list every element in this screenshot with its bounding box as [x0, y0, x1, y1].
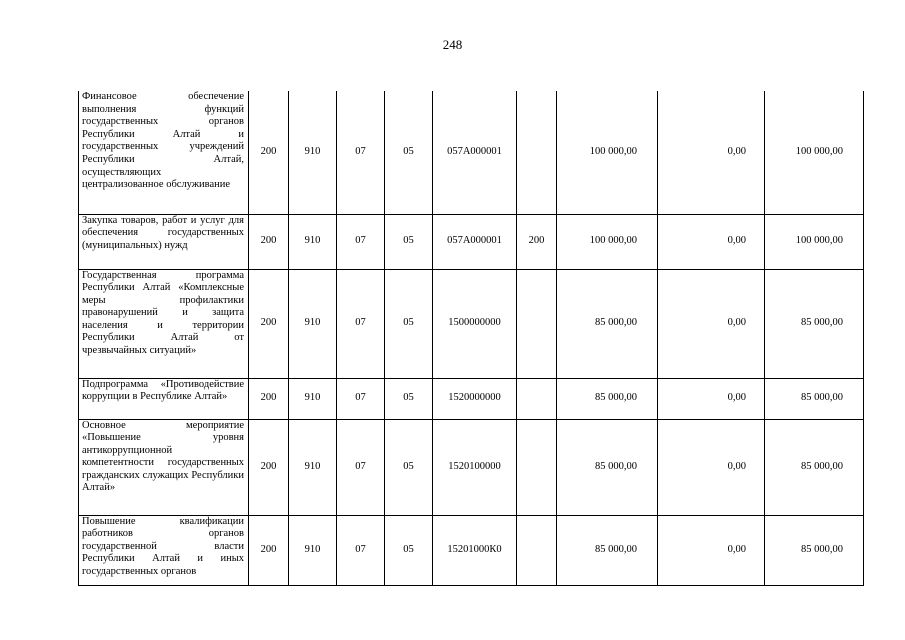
row-amount-1: 85 000,00 [557, 515, 658, 585]
row-amount-2: 0,00 [658, 269, 765, 378]
table-row [79, 378, 864, 419]
row-section: 07 [337, 378, 385, 419]
table-row [79, 91, 864, 214]
table-row [79, 269, 864, 378]
row-section: 07 [337, 214, 385, 269]
budget-table [78, 91, 864, 586]
row-amount-3: 100 000,00 [765, 91, 864, 214]
table-row [79, 214, 864, 269]
row-section: 07 [337, 269, 385, 378]
row-amount-1: 85 000,00 [557, 269, 658, 378]
row-subsection: 05 [385, 269, 433, 378]
row-subsection: 05 [385, 378, 433, 419]
row-name: Повышение квалификации работников органов государственной власти Республики Алтай и иных государственных органов [79, 515, 249, 585]
row-expense-type [517, 515, 557, 585]
table-row [79, 419, 864, 515]
row-name: Подпрограмма «Противодействие коррупции в Республике Алтай» [79, 378, 249, 419]
row-expense-type [517, 419, 557, 515]
row-subsection: 05 [385, 214, 433, 269]
row-amount-2: 0,00 [658, 214, 765, 269]
row-amount-1: 100 000,00 [557, 214, 658, 269]
row-code: 910 [289, 419, 337, 515]
row-ministry: 200 [249, 269, 289, 378]
row-expense-type [517, 269, 557, 378]
row-code: 910 [289, 378, 337, 419]
row-amount-3: 100 000,00 [765, 214, 864, 269]
row-amount-2: 0,00 [658, 378, 765, 419]
row-expense-type [517, 378, 557, 419]
row-name: Основное мероприятие «Повышение уровня антикоррупционной компетентности государственных гражданских служащих Республики Алтай» [79, 419, 249, 515]
row-amount-3: 85 000,00 [765, 515, 864, 585]
row-amount-3: 85 000,00 [765, 269, 864, 378]
table-row [79, 515, 864, 585]
row-amount-1: 100 000,00 [557, 91, 658, 214]
row-amount-1: 85 000,00 [557, 378, 658, 419]
row-target: 057А000001 [433, 214, 517, 269]
row-amount-2: 0,00 [658, 419, 765, 515]
row-subsection: 05 [385, 419, 433, 515]
row-target: 1520000000 [433, 378, 517, 419]
row-code: 910 [289, 269, 337, 378]
row-section: 07 [337, 419, 385, 515]
row-name: Государственная программа Республики Алтай «Комплексные меры профилактики правонарушений и защита населения и территории Республики Алтай от чрезвычайных ситуаций» [79, 269, 249, 378]
page-number: 248 [442, 37, 463, 52]
row-amount-1: 85 000,00 [557, 419, 658, 515]
row-target: 1500000000 [433, 269, 517, 378]
row-code: 910 [289, 214, 337, 269]
row-subsection: 05 [385, 91, 433, 214]
row-section: 07 [337, 91, 385, 214]
row-code: 910 [289, 515, 337, 585]
row-amount-2: 0,00 [658, 91, 765, 214]
row-expense-type: 200 [517, 214, 557, 269]
row-target: 057А000001 [433, 91, 517, 214]
row-expense-type [517, 91, 557, 214]
row-subsection: 05 [385, 515, 433, 585]
row-name: Финансовое обеспечение выполнения функций государственных органов Республики Алтай и государственных учреждений Республики Алтай, осуществляющих централизованное обслуживание [79, 91, 249, 214]
row-name: Закупка товаров, работ и услуг для обеспечения государственных (муниципальных) нужд [79, 214, 249, 269]
row-target: 15201000К0 [433, 515, 517, 585]
row-ministry: 200 [249, 515, 289, 585]
row-ministry: 200 [249, 419, 289, 515]
row-code: 910 [289, 91, 337, 214]
row-amount-2: 0,00 [658, 515, 765, 585]
row-target: 1520100000 [433, 419, 517, 515]
row-section: 07 [337, 515, 385, 585]
row-ministry: 200 [249, 214, 289, 269]
row-ministry: 200 [249, 91, 289, 214]
row-amount-3: 85 000,00 [765, 419, 864, 515]
row-amount-3: 85 000,00 [765, 378, 864, 419]
row-ministry: 200 [249, 378, 289, 419]
